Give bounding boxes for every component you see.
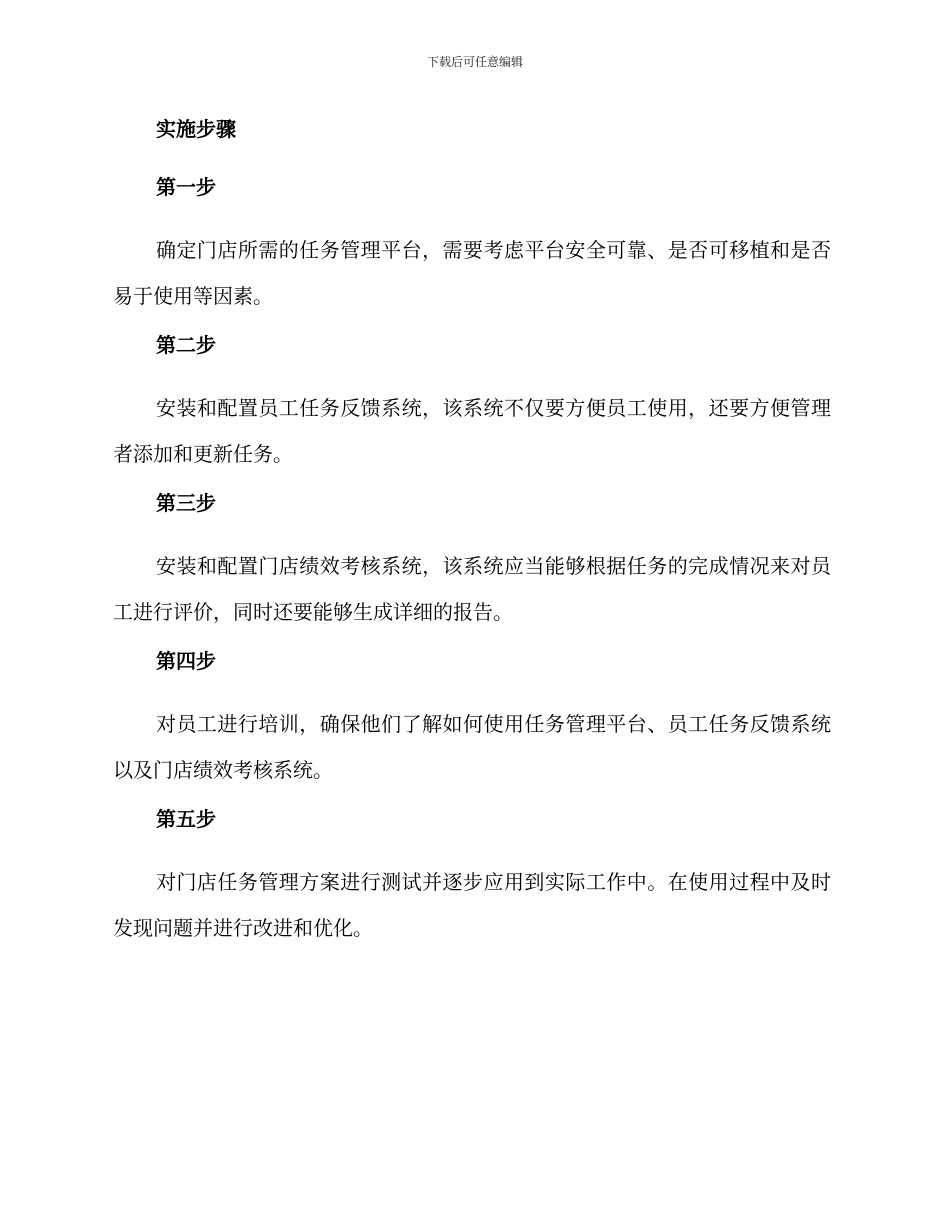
page-header: 下载后可任意编辑 [426,55,523,69]
step-4-heading: 第四步 [156,649,216,673]
step-1-heading: 第一步 [156,175,216,199]
section-title: 实施步骤 [156,117,236,141]
step-3-heading: 第三步 [156,491,216,515]
step-3-paragraph: 安装和配置门店绩效考核系统，该系统应当能够根据任务的完成情况来对员工进行评价，同时还要能够生成详细的报告。 [113,554,831,624]
step-1-paragraph: 确定门店所需的任务管理平台，需要考虑平台安全可靠、是否可移植和是否易于使用等因素。 [113,238,831,308]
step-4-paragraph: 对员工进行培训，确保他们了解如何使用任务管理平台、员工任务反馈系统以及门店绩效考核系统。 [113,712,831,782]
document-body [113,111,831,951]
step-5-paragraph: 对门店任务管理方案进行测试并逐步应用到实际工作中。在使用过程中及时发现问题并进行改进和优化。 [113,870,831,940]
step-5-heading: 第五步 [156,807,216,831]
step-2-paragraph: 安装和配置员工任务反馈系统，该系统不仅要方便员工使用，还要方便管理者添加和更新任务。 [113,396,831,466]
step-2-heading: 第二步 [156,333,216,357]
